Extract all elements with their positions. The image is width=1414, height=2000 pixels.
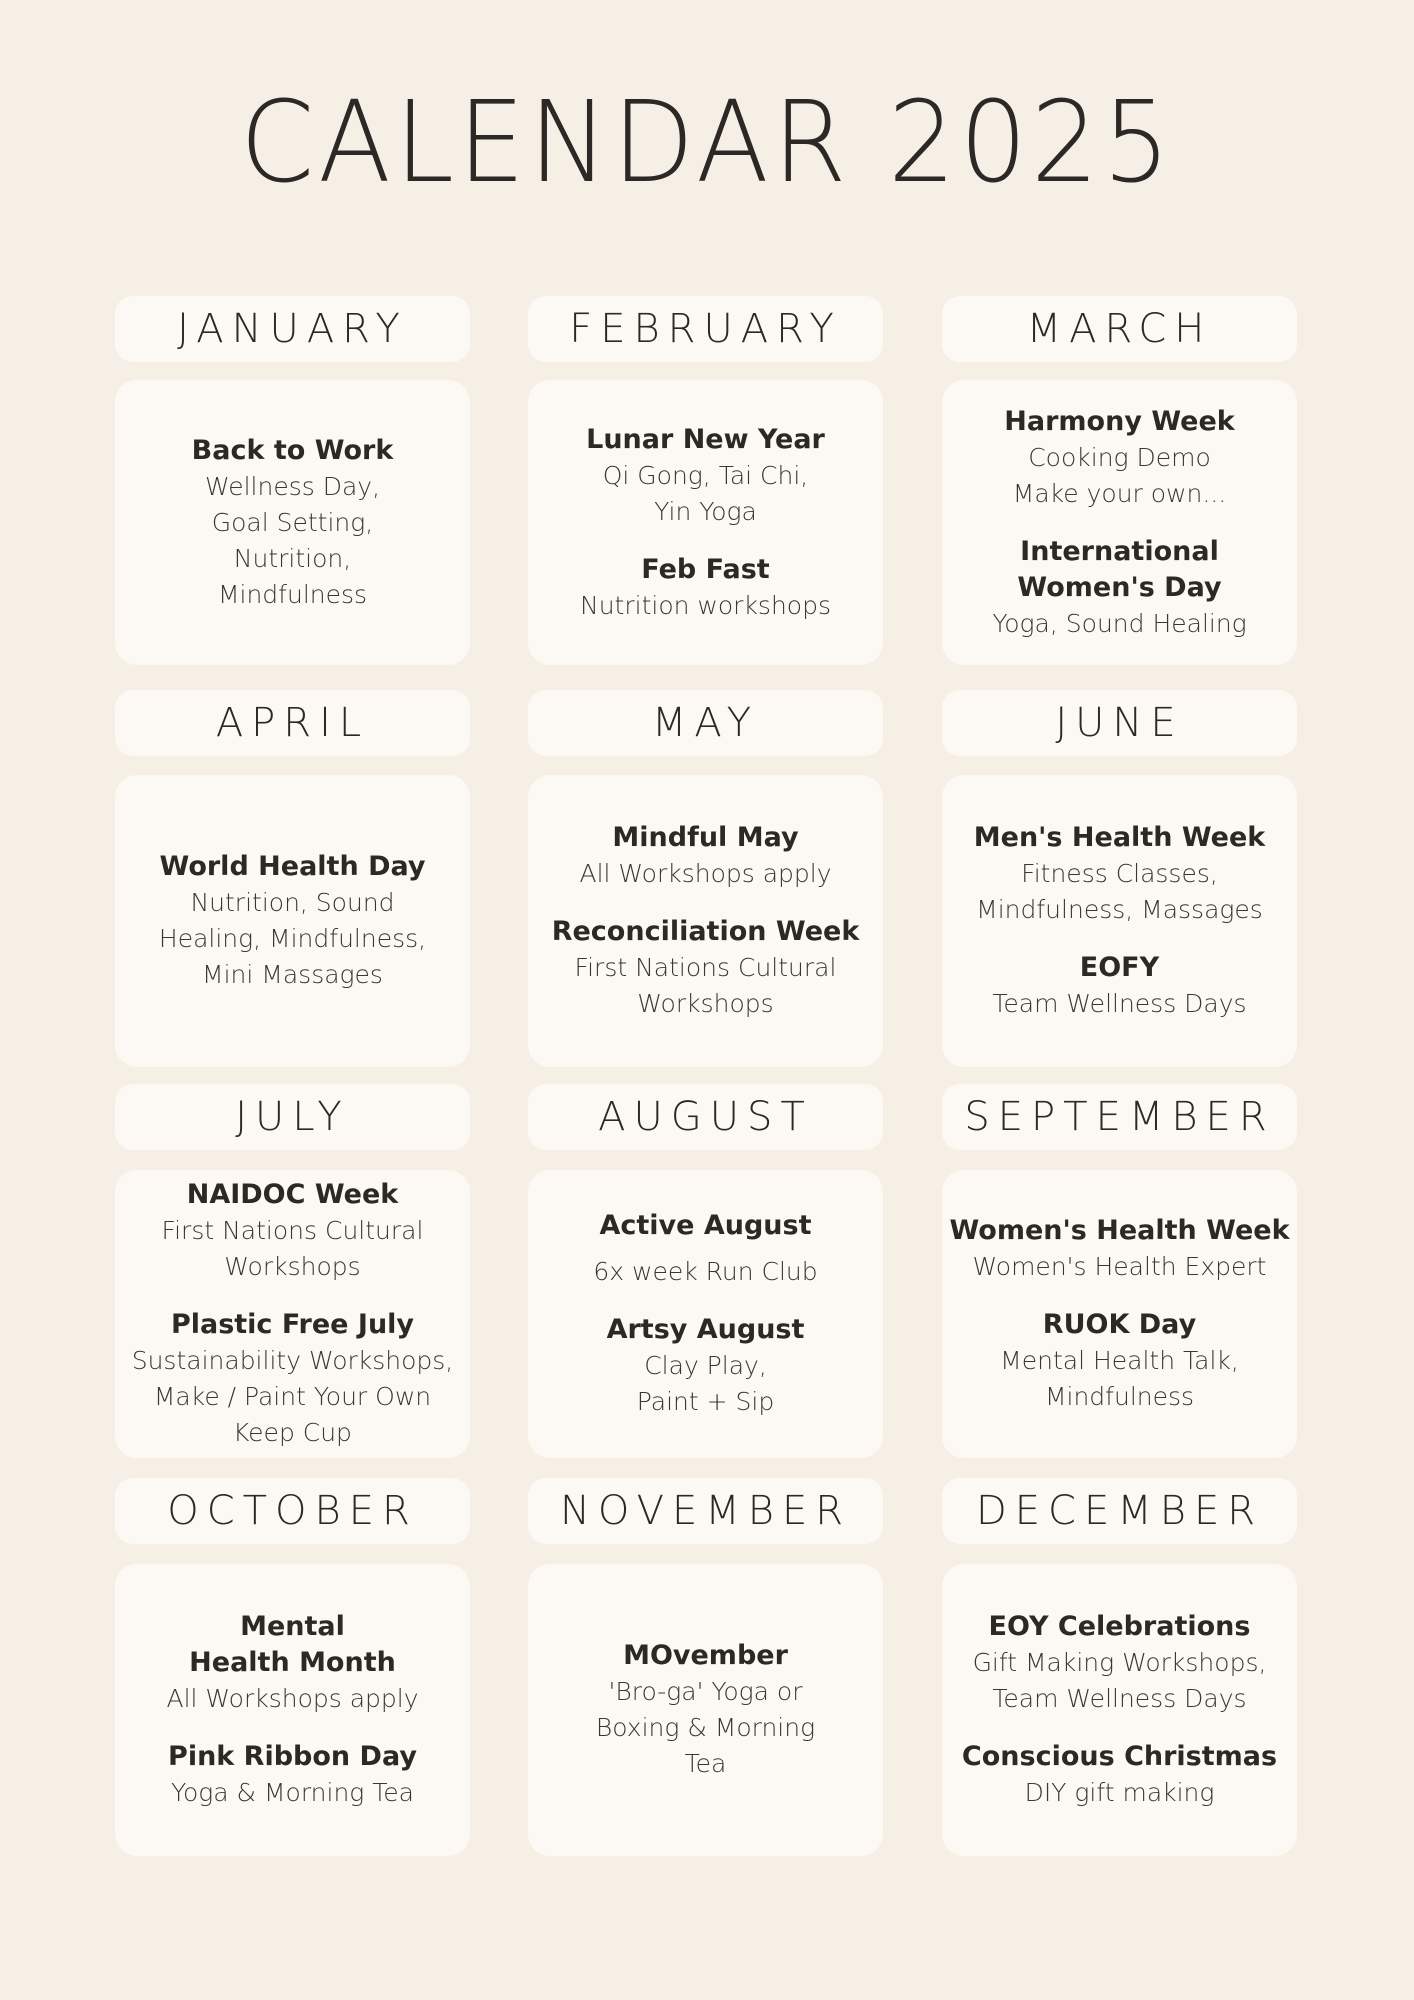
event	[580, 552, 831, 624]
event-title: EOY Celebrations	[988, 1611, 1251, 1642]
event	[607, 1312, 805, 1420]
event-details: First Nations Cultural Workshops	[574, 953, 837, 1018]
event-details: All Workshops apply	[579, 859, 832, 888]
month-header-april: APRIL	[115, 690, 470, 756]
event-details: Team Wellness Days	[992, 989, 1247, 1018]
event	[1000, 1307, 1239, 1415]
event-title: Mindful May	[612, 822, 799, 853]
month-card-january	[115, 380, 470, 665]
event-details: Gift Making Workshops, Team Wellness Days	[972, 1648, 1267, 1713]
month-header-october: OCTOBER	[115, 1478, 470, 1544]
event-title: RUOK Day	[1042, 1309, 1197, 1340]
event	[992, 950, 1246, 1022]
month-card-september	[942, 1170, 1297, 1458]
event-details: Qi Gong, Tai Chi, Yin Yoga	[602, 460, 809, 526]
month-card-february	[528, 380, 883, 665]
event-details: Women's Health Expert	[972, 1252, 1267, 1281]
event-title: Women's Health Week	[949, 1215, 1290, 1246]
month-header-december: DECEMBER	[942, 1478, 1297, 1544]
month-card-december	[942, 1564, 1297, 1856]
event	[168, 1739, 417, 1811]
month-card-april	[115, 775, 470, 1067]
event	[596, 1638, 815, 1782]
month-card-may	[528, 775, 883, 1067]
event-details: First Nations Cultural Workshops	[161, 1216, 424, 1281]
month-card-october	[115, 1564, 470, 1856]
month-card-june	[942, 775, 1297, 1067]
event	[132, 1307, 454, 1451]
month-header-june: JUNE	[942, 690, 1297, 756]
event-title: International Women's Day	[1017, 535, 1222, 603]
event	[159, 849, 426, 993]
event-title: Lunar New Year	[586, 423, 825, 455]
event-title: Feb Fast	[641, 553, 770, 585]
event-title: Mental Health Month	[189, 1611, 396, 1678]
event-title: Harmony Week	[1004, 405, 1235, 437]
event-title: NAIDOC Week	[186, 1179, 399, 1210]
event	[586, 422, 825, 530]
event-title: EOFY	[1079, 952, 1160, 983]
month-header-january: JANUARY	[115, 296, 470, 362]
event	[949, 1213, 1289, 1285]
event-details: Mental Health Talk, Mindfulness	[1000, 1346, 1239, 1411]
month-header-february: FEBRUARY	[528, 296, 883, 362]
page-title: CALENDAR 2025	[240, 78, 1174, 208]
event-details: Nutrition workshops	[580, 590, 831, 620]
event-details: Wellness Day, Goal Setting, Nutrition, Mindfulness	[204, 471, 381, 609]
event-title: Artsy August	[606, 1314, 805, 1345]
event	[579, 820, 831, 892]
event	[992, 534, 1246, 642]
event-details: DIY gift making	[1024, 1778, 1215, 1807]
event-title: Reconciliation Week	[551, 916, 860, 947]
event-details: All Workshops apply	[166, 1684, 419, 1713]
event	[973, 1609, 1267, 1717]
month-card-march	[942, 380, 1297, 665]
event-details: Cooking Demo Make your own...	[1012, 442, 1227, 508]
event-details: Sustainability Workshops, Make / Paint Your Own Keep Cup	[131, 1346, 454, 1447]
month-card-august	[528, 1170, 883, 1458]
month-header-november: NOVEMBER	[528, 1478, 883, 1544]
event	[962, 1739, 1277, 1811]
month-header-september: SEPTEMBER	[942, 1084, 1297, 1150]
event	[162, 1177, 424, 1285]
event	[974, 820, 1265, 928]
event-title: Plastic Free July	[170, 1309, 415, 1340]
event-title: Pink Ribbon Day	[168, 1741, 417, 1772]
event-details: Fitness Classes, Mindfulness, Massages	[976, 859, 1263, 924]
event	[552, 914, 860, 1022]
event-details: Nutrition, Sound Healing, Mindfulness, Mini Massages	[158, 888, 427, 989]
event-details: Yoga & Morning Tea	[171, 1778, 414, 1807]
month-card-july	[115, 1170, 470, 1458]
month-header-august: AUGUST	[528, 1084, 883, 1150]
event-title: World Health Day	[159, 851, 426, 882]
event-title: Active August	[599, 1210, 812, 1241]
event-details: Yoga, Sound Healing	[992, 608, 1247, 638]
event-details: 6x week Run Club	[593, 1257, 818, 1286]
month-header-march: MARCH	[942, 296, 1297, 362]
event-title: MOvember	[623, 1640, 788, 1671]
event-title: Back to Work	[191, 434, 394, 466]
event-details: Clay Play, Paint + Sip	[636, 1351, 775, 1416]
event	[166, 1609, 418, 1717]
event-title: Conscious Christmas	[961, 1741, 1278, 1772]
month-header-may: MAY	[528, 690, 883, 756]
event	[1004, 404, 1234, 512]
month-header-july: JULY	[115, 1084, 470, 1150]
event-details: 'Bro-ga' Yoga or Boxing & Morning Tea	[595, 1677, 816, 1778]
event	[192, 433, 394, 613]
month-card-november	[528, 1564, 883, 1856]
event	[593, 1208, 817, 1290]
event-title: Men's Health Week	[973, 822, 1266, 853]
